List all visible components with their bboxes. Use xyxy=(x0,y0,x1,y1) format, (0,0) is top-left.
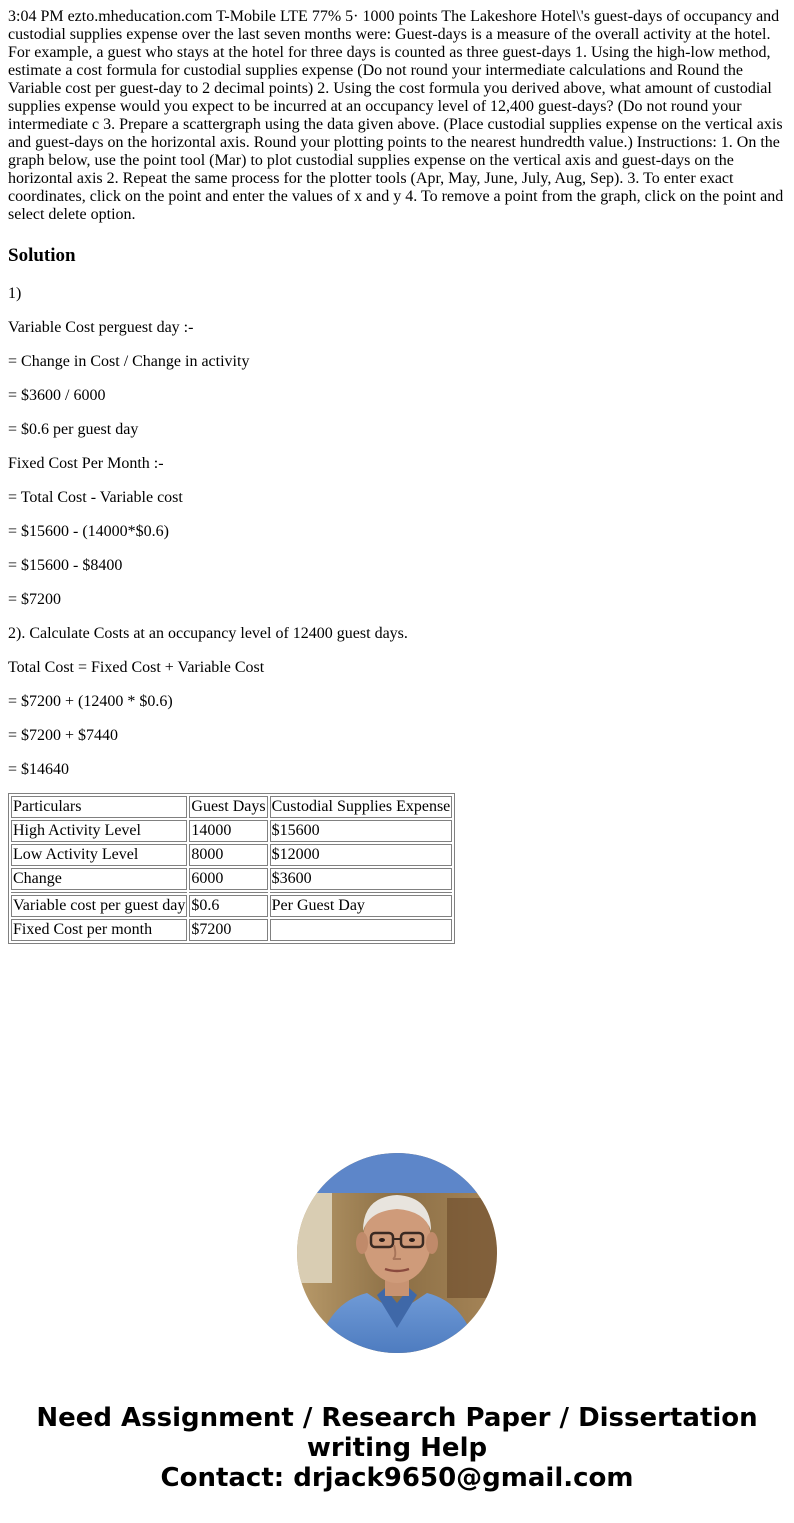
solution-step: 2). Calculate Costs at an occupancy level of 12400 guest days. xyxy=(8,625,408,642)
table-cell: Variable cost per guest day xyxy=(11,895,187,917)
table-row xyxy=(11,919,452,941)
table-cell: $0.6 xyxy=(189,895,267,917)
solution-step: = Change in Cost / Change in activity xyxy=(8,353,250,370)
solution-step: 1) xyxy=(8,285,22,302)
solution-step: = $0.6 per guest day xyxy=(8,421,139,438)
table-row xyxy=(11,868,452,890)
promo-line: Need Assignment / Research Paper / Dissertation xyxy=(36,1403,758,1433)
table-cell: $12000 xyxy=(270,844,453,866)
solution-step: = $7200 xyxy=(8,591,62,608)
table-cell: 14000 xyxy=(189,820,267,842)
table-spacer-cell xyxy=(270,892,453,893)
solution-step: Fixed Cost Per Month :- xyxy=(8,455,164,472)
tutor-avatar xyxy=(297,1153,497,1353)
table-cell: Low Activity Level xyxy=(11,844,187,866)
table-spacer-cell xyxy=(189,892,267,893)
promo-footer xyxy=(0,1403,794,1493)
table-spacer-row xyxy=(11,892,452,893)
solution-heading: Solution xyxy=(8,245,76,266)
table-cell: $15600 xyxy=(270,820,453,842)
solution-step: = $15600 - (14000*$0.6) xyxy=(8,523,170,540)
solution-step: = $3600 / 6000 xyxy=(8,387,106,404)
table-header-cell: Guest Days xyxy=(189,796,267,818)
tutor-portrait-image xyxy=(297,1153,497,1353)
promo-line: writing Help xyxy=(306,1433,488,1463)
table-cell: Fixed Cost per month xyxy=(11,919,187,941)
table-cell: $3600 xyxy=(270,868,453,890)
table-header-cell: Particulars xyxy=(11,796,187,818)
table-cell: $7200 xyxy=(189,919,267,941)
solution-step: Variable Cost perguest day :- xyxy=(8,319,194,336)
solution-step: = $7200 + (12400 * $0.6) xyxy=(8,693,173,710)
solution-step: = $7200 + $7440 xyxy=(8,727,119,744)
solution-step: Total Cost = Fixed Cost + Variable Cost xyxy=(8,659,265,676)
table-cell: Per Guest Day xyxy=(270,895,453,917)
question-text: 3:04 PM ezto.mheducation.com T-Mobile LTE 77% 5· 1000 points The Lakeshore Hotel\'s guest-days of occupancy and custodial supplies expense over the last seven months were: Guest-days is a measure of the overall activity at the hotel. For example, a guest who stays at the hotel for three days is counted as three guest-days 1. Using the high-low method, estimate a cost formula for custodial supplies expense (Do not round your intermediate calculations and Round the Variable cost per guest-day to 2 decimal points) 2. Using the cost formula you derived above, what amount of custodial supplies expense would you expect to be incurred at an occupancy level of 12,400 guest-days? (Do not round your intermediate c 3. Prepare a scattergraph using the data given above. (Place custodial supplies expense on the vertical axis and guest-days on the horizontal axis. Round your plotting points to the nearest hundredth value.) Instructions: 1. On the graph below, use the point tool (Mar) to plot custodial supplies expense on the vertical axis and guest-days on the horizontal axis 2. Repeat the same process for the plotter tools (Apr, May, June, July, Aug, Sep). 3. To enter exact coordinates, click on the point and enter the values of x and y 4. To remove a point from the graph, click on the point and select delete option. xyxy=(8,8,784,223)
table-row xyxy=(11,844,452,866)
table-header-cell: Custodial Supplies Expense xyxy=(270,796,453,818)
table-spacer-cell xyxy=(11,892,187,893)
table-row xyxy=(11,820,452,842)
high-low-summary-table xyxy=(8,793,455,944)
table-cell: 6000 xyxy=(189,868,267,890)
solution-step: = $14640 xyxy=(8,761,70,778)
table-cell: Change xyxy=(11,868,187,890)
table-cell xyxy=(270,919,453,941)
contact-email: Contact: drjack9650@gmail.com xyxy=(160,1463,634,1493)
table-cell: High Activity Level xyxy=(11,820,187,842)
table-row xyxy=(11,895,452,917)
table-cell: 8000 xyxy=(189,844,267,866)
solution-step: = Total Cost - Variable cost xyxy=(8,489,183,506)
table-header-row xyxy=(11,796,452,818)
solution-step: = $15600 - $8400 xyxy=(8,557,123,574)
